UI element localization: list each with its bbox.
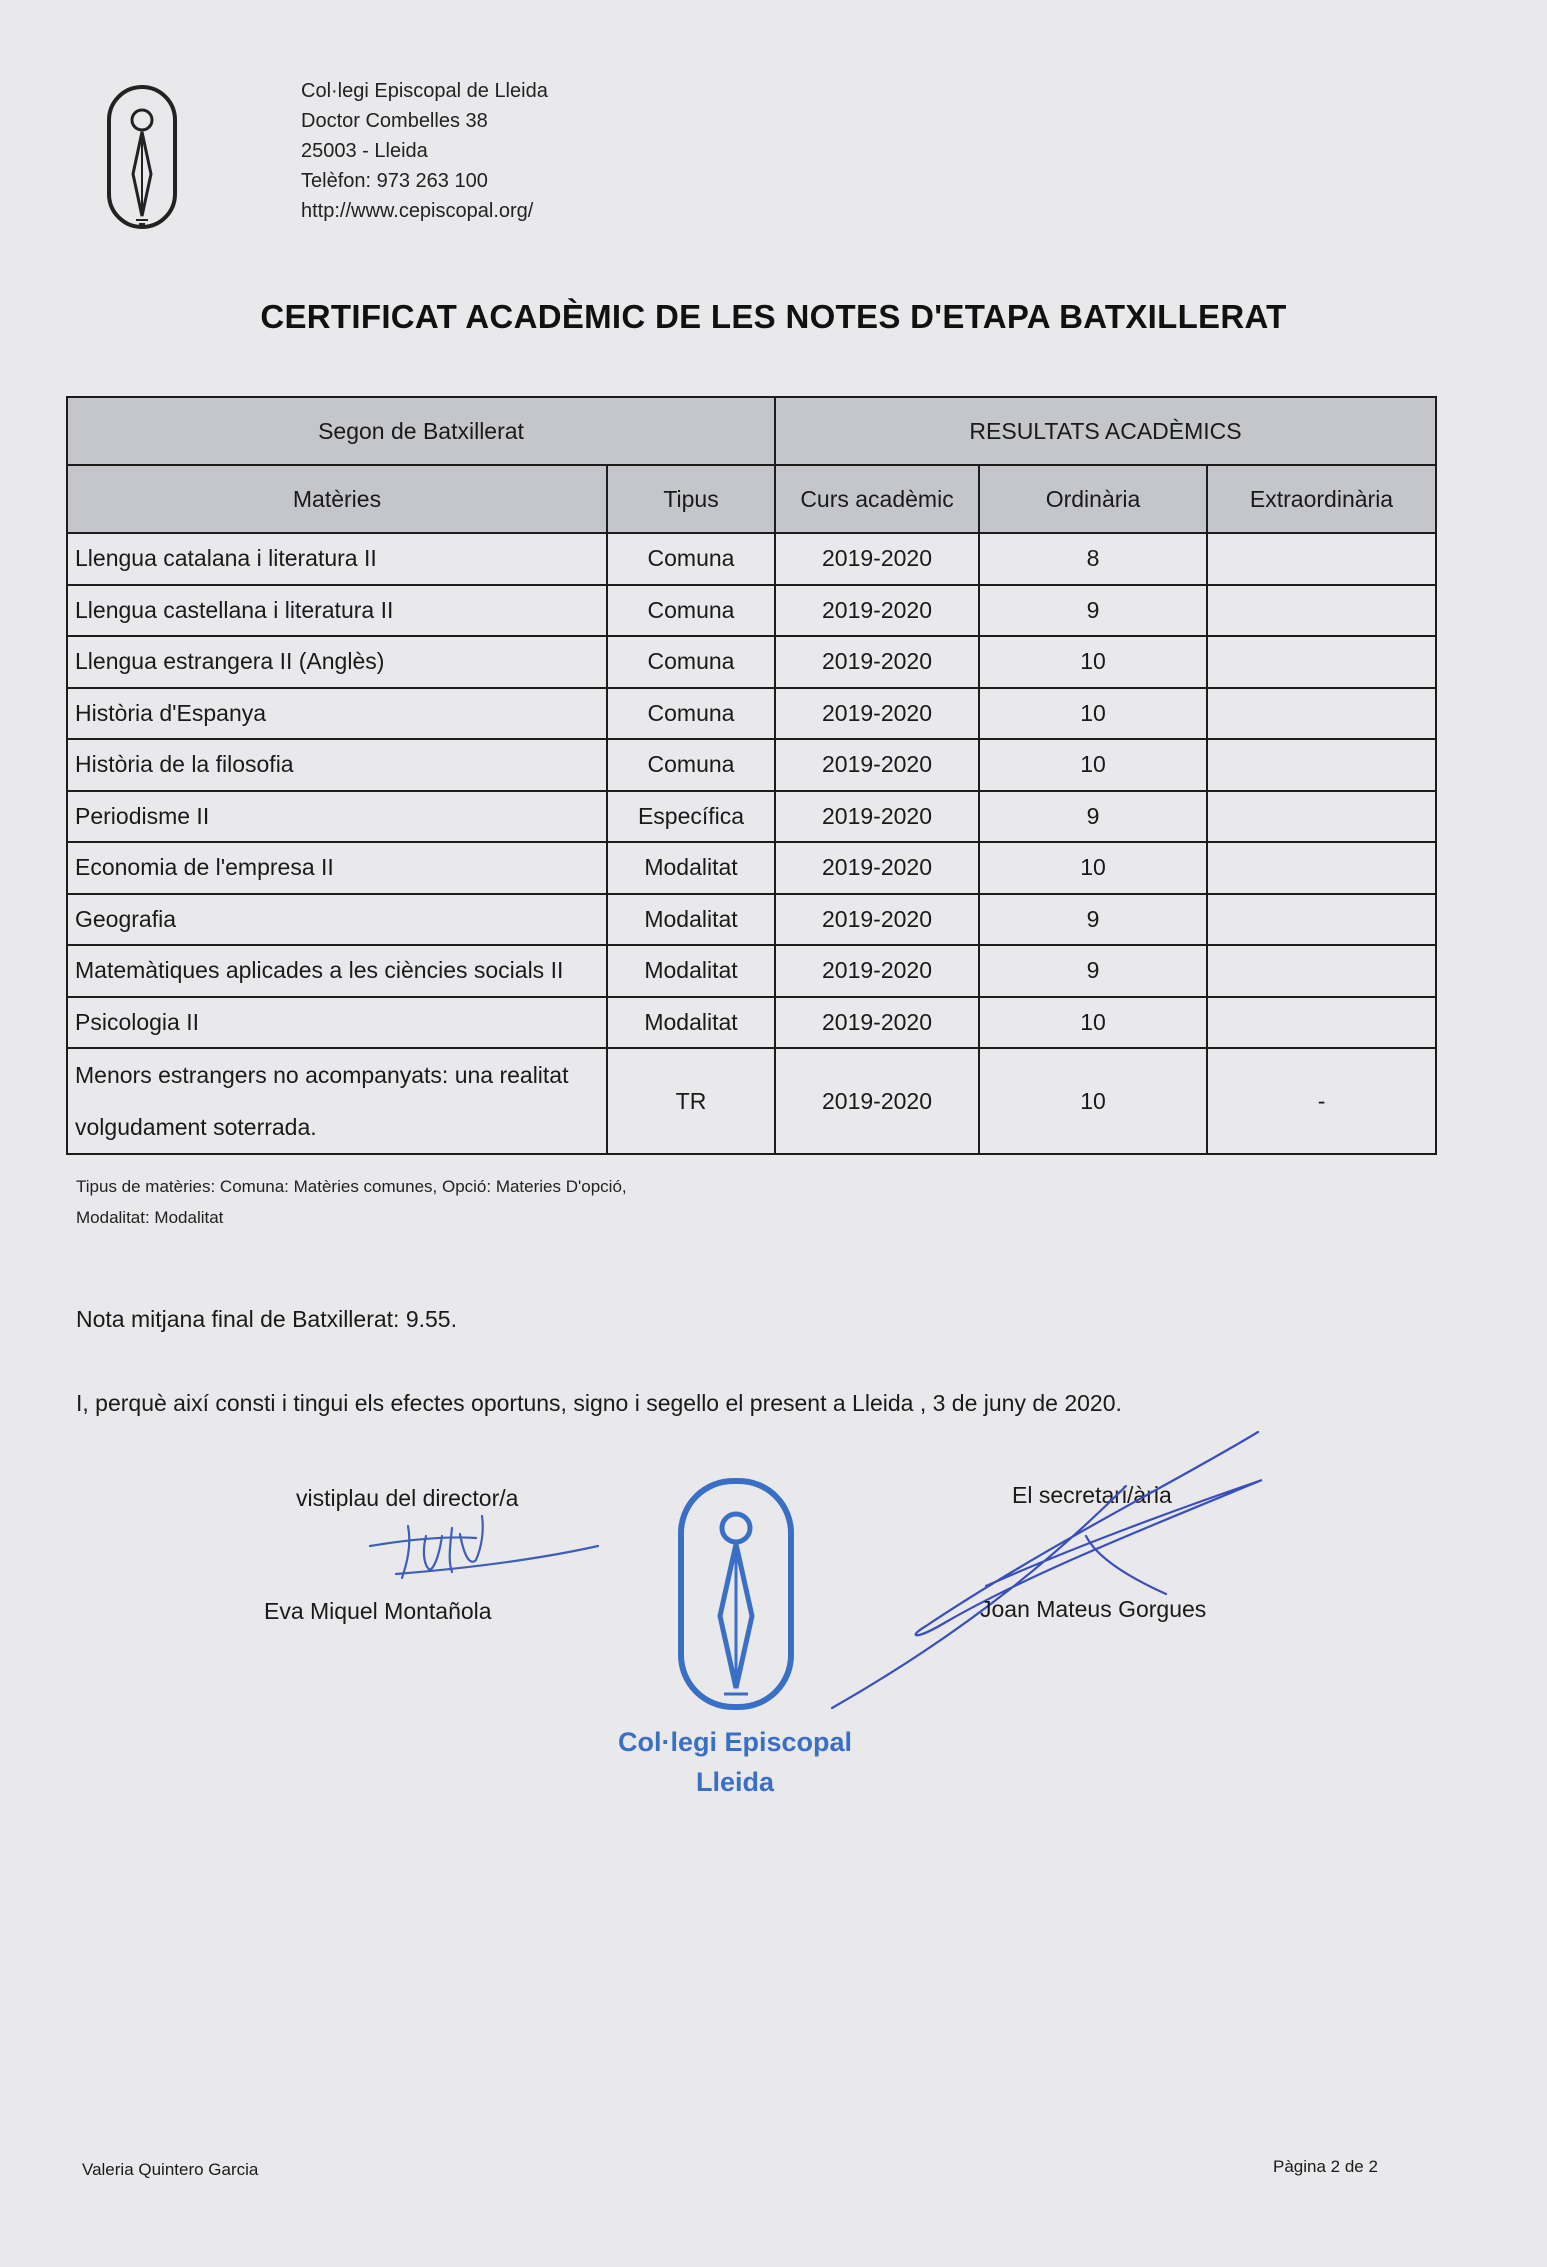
year-cell: 2019-2020 xyxy=(775,894,979,946)
extraordinary-grade-cell xyxy=(1207,688,1436,740)
certification-statement: I, perquè així consti i tingui els efectes oportuns, signo i segello el present a Lleida , 3 de juny de 2020. xyxy=(76,1390,1122,1416)
subject-type-legend xyxy=(76,1171,627,1233)
secretary-label: El secretari/ària xyxy=(1012,1482,1172,1508)
table-row xyxy=(67,842,1436,894)
extraordinary-grade-cell xyxy=(1207,739,1436,791)
subject-cell: Història d'Espanya xyxy=(67,688,607,740)
table-section-header xyxy=(67,397,1436,465)
column-header-ordinary: Ordinària xyxy=(979,465,1207,533)
school-seal-icon xyxy=(676,1476,796,1712)
ordinary-grade-cell: 8 xyxy=(979,533,1207,585)
school-name: Col·legi Episcopal de Lleida xyxy=(301,80,548,102)
school-info xyxy=(301,76,548,226)
ordinary-grade-cell: 9 xyxy=(979,585,1207,637)
type-cell: Modalitat xyxy=(607,842,775,894)
table-row xyxy=(67,688,1436,740)
ordinary-grade-cell: 10 xyxy=(979,997,1207,1049)
ordinary-grade-cell: 10 xyxy=(979,842,1207,894)
type-cell: Comuna xyxy=(607,739,775,791)
table-row xyxy=(67,533,1436,585)
ordinary-grade-cell: 10 xyxy=(979,1048,1207,1154)
page-number: Pàgina 2 de 2 xyxy=(1273,2157,1378,2176)
type-cell: Comuna xyxy=(607,585,775,637)
extraordinary-grade-cell xyxy=(1207,533,1436,585)
table-row xyxy=(67,636,1436,688)
column-header-type: Tipus xyxy=(607,465,775,533)
ordinary-grade-cell: 9 xyxy=(979,945,1207,997)
type-cell: Modalitat xyxy=(607,945,775,997)
seal-line: Col·legi Episcopal xyxy=(617,1727,853,1757)
secretary-signature-icon xyxy=(826,1426,1266,1716)
subject-cell: Economia de l'empresa II xyxy=(67,842,607,894)
type-cell: Comuna xyxy=(607,688,775,740)
extraordinary-grade-cell xyxy=(1207,791,1436,843)
year-cell: 2019-2020 xyxy=(775,945,979,997)
director-label: vistiplau del director/a xyxy=(296,1485,519,1511)
episcopal-school-logo-icon xyxy=(106,84,178,230)
grades-table xyxy=(66,396,1437,1155)
year-cell: 2019-2020 xyxy=(775,842,979,894)
type-cell: Específica xyxy=(607,791,775,843)
type-cell: Comuna xyxy=(607,533,775,585)
extraordinary-grade-cell: - xyxy=(1207,1048,1436,1154)
subject-cell: Matemàtiques aplicades a les ciències socials II xyxy=(67,945,607,997)
year-cell: 2019-2020 xyxy=(775,1048,979,1154)
column-header-year: Curs acadèmic xyxy=(775,465,979,533)
page-title: CERTIFICAT ACADÈMIC DE LES NOTES D'ETAPA BATXILLERAT xyxy=(260,298,1287,335)
column-header-extraordinary: Extraordinària xyxy=(1207,465,1436,533)
ordinary-grade-cell: 9 xyxy=(979,791,1207,843)
legend-line: Modalitat: Modalitat xyxy=(76,1208,224,1227)
year-cell: 2019-2020 xyxy=(775,585,979,637)
subject-cell: Llengua catalana i literatura II xyxy=(67,533,607,585)
table-row xyxy=(67,945,1436,997)
table-row xyxy=(67,894,1436,946)
director-name: Eva Miquel Montañola xyxy=(264,1598,492,1624)
type-cell: TR xyxy=(607,1048,775,1154)
extraordinary-grade-cell xyxy=(1207,636,1436,688)
subject-cell: Geografia xyxy=(67,894,607,946)
ordinary-grade-cell: 10 xyxy=(979,739,1207,791)
year-cell: 2019-2020 xyxy=(775,636,979,688)
school-address: Doctor Combelles 38 xyxy=(301,110,488,132)
seal-line: Lleida xyxy=(695,1767,775,1797)
year-cell: 2019-2020 xyxy=(775,791,979,843)
secretary-name: Joan Mateus Gorgues xyxy=(980,1596,1207,1622)
subject-cell: Periodisme II xyxy=(67,791,607,843)
legend-line: Tipus de matèries: Comuna: Matèries comunes, Opció: Materies D'opció, xyxy=(76,1177,627,1196)
table-row xyxy=(67,791,1436,843)
year-cell: 2019-2020 xyxy=(775,997,979,1049)
subject-cell: Llengua estrangera II (Anglès) xyxy=(67,636,607,688)
year-cell: 2019-2020 xyxy=(775,688,979,740)
ordinary-grade-cell: 9 xyxy=(979,894,1207,946)
ordinary-grade-cell: 10 xyxy=(979,688,1207,740)
table-row xyxy=(67,1048,1436,1154)
subject-cell: Llengua castellana i literatura II xyxy=(67,585,607,637)
ordinary-grade-cell: 10 xyxy=(979,636,1207,688)
type-cell: Modalitat xyxy=(607,894,775,946)
seal-text xyxy=(600,1722,870,1802)
column-header-subject: Matèries xyxy=(67,465,607,533)
year-cell: 2019-2020 xyxy=(775,739,979,791)
extraordinary-grade-cell xyxy=(1207,945,1436,997)
subject-line: Menors estrangers no acompanyats: una realitat xyxy=(75,1062,569,1088)
director-signature-icon xyxy=(366,1506,606,1586)
subject-cell: Psicologia II xyxy=(67,997,607,1049)
table-column-headers xyxy=(67,465,1436,533)
table-row xyxy=(67,739,1436,791)
type-cell: Modalitat xyxy=(607,997,775,1049)
section-title: Segon de Batxillerat xyxy=(67,397,775,465)
extraordinary-grade-cell xyxy=(1207,894,1436,946)
type-cell: Comuna xyxy=(607,636,775,688)
subject-line: volgudament soterrada. xyxy=(75,1114,317,1140)
table-row xyxy=(67,585,1436,637)
extraordinary-grade-cell xyxy=(1207,585,1436,637)
final-average: Nota mitjana final de Batxillerat: 9.55. xyxy=(76,1306,457,1332)
results-header: RESULTATS ACADÈMICS xyxy=(775,397,1436,465)
subject-cell: Història de la filosofia xyxy=(67,739,607,791)
school-postal: 25003 - Lleida xyxy=(301,140,428,162)
table-row xyxy=(67,997,1436,1049)
extraordinary-grade-cell xyxy=(1207,842,1436,894)
school-phone: Telèfon: 973 263 100 xyxy=(301,170,488,192)
student-name-footer: Valeria Quintero Garcia xyxy=(82,2160,259,2179)
extraordinary-grade-cell xyxy=(1207,997,1436,1049)
subject-cell xyxy=(67,1048,607,1154)
year-cell: 2019-2020 xyxy=(775,533,979,585)
school-web-link[interactable]: http://www.cepiscopal.org/ xyxy=(301,200,534,222)
